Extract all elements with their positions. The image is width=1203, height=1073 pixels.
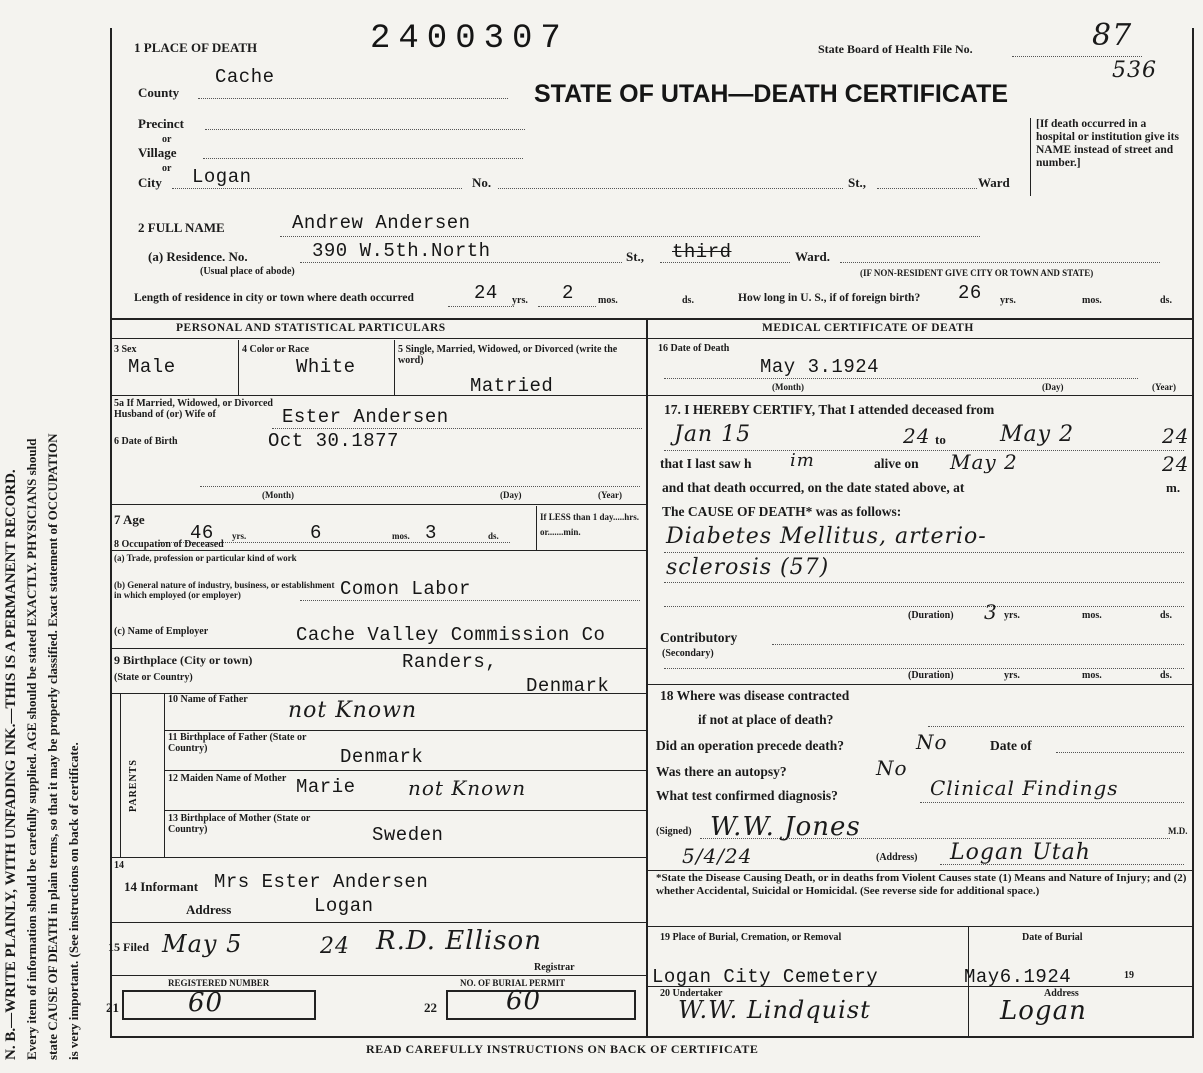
attended-to: May 2 <box>1000 422 1075 447</box>
precinct-label: Precinct <box>138 116 184 131</box>
city-value: Logan <box>192 166 252 188</box>
last-saw-date: May 2 <box>950 450 1018 474</box>
certificate-title: STATE OF UTAH—DEATH CERTIFICATE <box>534 80 1009 108</box>
burial-date: May6.1924 <box>964 966 1072 988</box>
footer-instructions: READ CAREFULLY INSTRUCTIONS ON BACK OF CERTIFICATE <box>366 1042 759 1056</box>
marital-value: Matried <box>470 375 554 397</box>
city-label: City <box>138 175 162 190</box>
signature-date: 5/4/24 <box>682 844 753 868</box>
filed-year: 24 <box>320 934 350 959</box>
side-note-2: Every item of information should be carefully supplied. AGE should be stated EXACTLY. PHYSICIANS should <box>24 438 39 1060</box>
us-years: 26 <box>958 282 982 304</box>
county-label: County <box>138 85 180 100</box>
employer-value: Cache Valley Commission Co <box>296 624 606 646</box>
side-note-3: state CAUSE OF DEATH in plain terms, so that it may be properly classified. Exact statement of OCCUPATION <box>45 433 60 1060</box>
file-no: 87 <box>1092 18 1133 53</box>
left-border <box>110 28 112 1038</box>
ward-value: third <box>672 241 732 263</box>
residence-label: (a) Residence. No. <box>148 249 248 264</box>
autopsy-answer: No <box>876 756 908 780</box>
registered-number: 60 <box>188 988 224 1018</box>
right-border <box>1192 28 1194 1038</box>
spouse-value: Ester Andersen <box>282 406 449 428</box>
burial-place: Logan City Cemetery <box>652 966 879 988</box>
operation-answer: No <box>916 730 948 754</box>
length-years: 24 <box>474 282 498 304</box>
duration-years: 3 <box>984 600 998 624</box>
birth-city: Randers, <box>402 651 498 673</box>
informant-value: Mrs Ester Andersen <box>214 871 429 893</box>
certificate-number: 2400307 <box>370 20 569 58</box>
full-name-label: 2 FULL NAME <box>138 220 225 235</box>
place-of-death-label: 1 PLACE OF DEATH <box>134 40 258 55</box>
attended-from-year: 24 <box>903 424 931 448</box>
mother-note: not Known <box>408 776 527 800</box>
age-years: 46 <box>190 522 214 544</box>
death-certificate: N. B.—WRITE PLAINLY, WITH UNFADING INK.—THIS IS A PERMANENT RECORD. Every item of information should be carefully supplied. AGE should be stated EXACTLY. PHYSICIANS should state CAUSE OF DEATH in plain terms, so that it may be properly classified. Exact statement of OCCUPATION is very important. (See instructions on back of certificate. 1 PLACE OF DEATH 2400307 State Board of Health File No. 87 536 STATE OF UTAH—DEATH CERTIFICATE County Cache Precinct or Village or City Logan No. St., Ward [If death occurred in a hospital or institution give its NAME instead of street and number.] 2 FULL NAME Andrew Andersen (a) Residence. No. 390 W.5th.North St., third Ward. (Usual place of abode) (IF NON-RESIDENT GIVE CITY OR TOWN AND STATE) Length of residence in city or town where death occurred 24 yrs. 2 mos. ds. How long in U. S., if of foreign birth? 26 yrs. mos. ds. PERSONAL AND STATISTICAL PARTICULARS 3 Sex Male 4 Color or Race White 5 Single, Married, Widowed, or Divorced (write the word) Matried 5a If Married, Widowed, or Divorced Husband of (or) Wife of Ester Andersen 6 Date of Birth Oct 30.1877 (Month) (Day) (Year) 7 Age 46 yrs. 6 mos. 3 ds. If LESS than 1 day.....hrs. or.......min. 8 Occupation of Deceased (a) Trade, profession or particular kind of work (b) General nature of industry, business, or establishment in which employed (or employer) Comon Labor (c) Name of Employer Cache Valley Commission Co 9 Birthplace (City or town) Randers, (State or Country) Denmark PARENTS 10 Name of Father not Known 11 Birthplace of Father (State or Country) Denmark 12 Maiden Name of Mother Marie not Known 13 Birthplace of Mother (State or Country) Sweden 14 14 Informant Mrs Ester Andersen Address Logan 15 Filed May 5 24 R.D. Ellison Registrar REGISTERED NUMBER NO. OF BURIAL PERMIT 21 60 22 60 MEDICAL CERTIFICATE OF DEATH 16 Date of Death May 3.1924 (Month) (Day) (Year) 17. I HEREBY CERTIFY, That I attended deceased from Jan 15 24 to May 2 24 that I last saw h im alive on May 2 24 and that death occurred, on the date stated above, at m. The CAUSE OF DEATH* was as follows: Diabetes Mellitus, arterio- sclerosis (57) (Duration) 3 yrs. mos. ds. Contributory (Secondary) (Duration) yrs. mos. ds. 18 Where was disease contracted if not at place of death? Did an operation precede death? No Date of Was there an autopsy? No What test confirmed diagnosis? Clinical Findings (Signed) W.W. Jones M.D. 5/4/24 (Address) Logan Utah *State the Disease Causing Death, or in deaths from Violent Causes state (1) Means and Nature of Injury; and (2) whether Accidental, Suicidal or Homicidal. (See reverse side for additional space.) 19 Place of Burial, Cremation, or Removal Date of Burial Logan City Cemetery May6.1924 19 20 Undertaker W.W. Lindquist Address Logan READ CAREFULLY INSTRUCTIONS ON BACK OF CERTIFICATE <box>0 0 1203 1073</box>
file-no-2: 536 <box>1112 58 1157 83</box>
sex-value: Male <box>128 356 176 378</box>
certify-text: 17. I HEREBY CERTIFY, That I attended deceased from <box>664 402 995 417</box>
medical-heading: MEDICAL CERTIFICATE OF DEATH <box>762 322 974 334</box>
county-value: Cache <box>215 66 275 88</box>
bottom-border <box>110 1036 1194 1038</box>
physician-address: Logan Utah <box>950 840 1091 865</box>
footnote: *State the Disease Causing Death, or in deaths from Violent Causes state (1) Means and Nature of Injury; and (2) whether Accidental, Suicidal or Homicidal. (See reverse side for additional space.) <box>656 872 1187 897</box>
last-saw-year: 24 <box>1162 452 1190 476</box>
personal-heading: PERSONAL AND STATISTICAL PARTICULARS <box>176 322 446 334</box>
full-name-value: Andrew Andersen <box>292 212 471 234</box>
attended-from: Jan 15 <box>674 422 752 447</box>
color-value: White <box>296 356 356 378</box>
undertaker: W.W. Lindquist <box>678 996 871 1024</box>
residence-value: 390 W.5th.North <box>312 240 491 262</box>
cause-of-death-2: sclerosis (57) <box>666 555 830 580</box>
attended-to-year: 24 <box>1162 424 1190 448</box>
side-note-1: N. B.—WRITE PLAINLY, WITH UNFADING INK.—THIS IS A PERMANENT RECORD. <box>3 469 19 1060</box>
date-of-death: May 3.1924 <box>760 356 880 378</box>
column-divider <box>646 318 648 1038</box>
occupation-value: Comon Labor <box>340 578 471 600</box>
test-answer: Clinical Findings <box>930 776 1119 800</box>
last-saw-pronoun: im <box>790 450 815 471</box>
side-note-4: is very important. (See instructions on back of certificate. <box>66 742 81 1060</box>
physician-signature: W.W. Jones <box>710 812 861 842</box>
filed-value: May 5 <box>162 930 243 958</box>
undertaker-address: Logan <box>1000 996 1087 1026</box>
age-days: 3 <box>425 522 437 544</box>
mother-value: Marie <box>296 776 356 798</box>
cause-of-death: Diabetes Mellitus, arterio- <box>666 524 987 549</box>
village-label: Village <box>138 145 177 160</box>
hospital-note: [If death occurred in a hospital or institution give its NAME instead of street and number.] <box>1036 118 1179 169</box>
parents-label: PARENTS <box>128 759 139 812</box>
father-birthplace: Denmark <box>340 746 424 768</box>
mother-birthplace: Sweden <box>372 824 444 846</box>
informant-address: Logan <box>314 895 374 917</box>
us-label: How long in U. S., if of foreign birth? <box>738 292 921 304</box>
birth-country: Denmark <box>526 675 610 697</box>
length-label: Length of residence in city or town where death occurred <box>134 292 414 304</box>
dob-value: Oct 30.1877 <box>268 430 399 452</box>
length-months: 2 <box>562 282 574 304</box>
file-no-label: State Board of Health File No. <box>818 42 973 56</box>
father-value: not Known <box>288 698 418 723</box>
burial-permit-number: 60 <box>506 986 542 1016</box>
age-months: 6 <box>310 522 322 544</box>
registrar-signature: R.D. Ellison <box>376 926 542 956</box>
